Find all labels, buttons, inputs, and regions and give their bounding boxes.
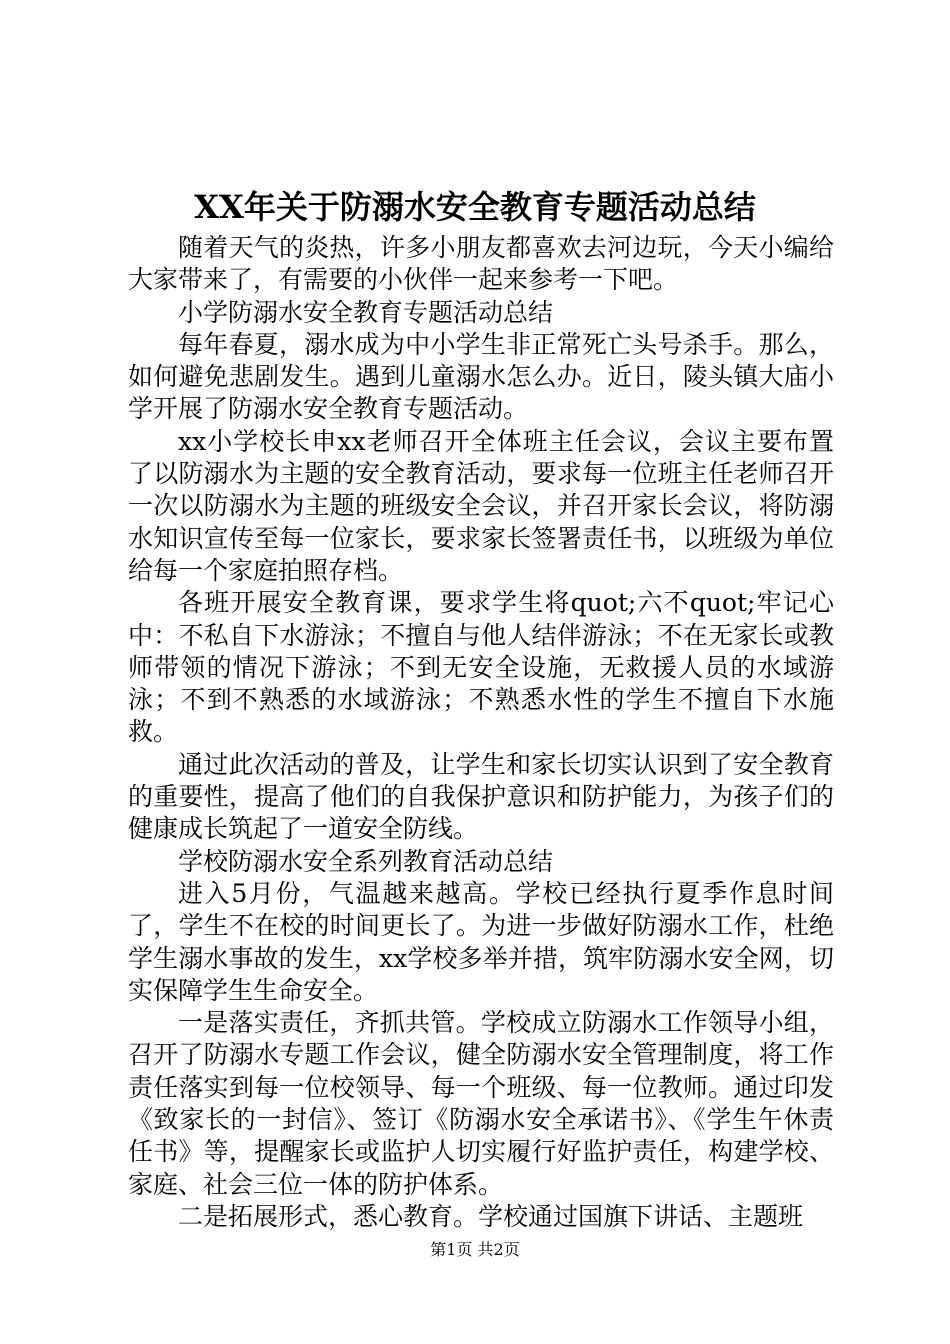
paragraph: xx小学校长申xx老师召开全体班主任会议，会议主要布置了以防溺水为主题的安全教育活动，要求每一位班主任老师召开一次以防溺水为主题的班级安全会议，并召开家长会议，将防溺水知识宣传至每一位家长，要求家长签署责任书，以班级为单位给每一个家庭拍照存档。 <box>128 426 834 585</box>
page-number-footer: 第1页 共2页 <box>430 1240 520 1259</box>
document-body <box>128 232 834 1233</box>
document-title: XX年关于防溺水安全教育专题活动总结 <box>194 188 756 226</box>
section-heading-primary-school: 小学防溺水安全教育专题活动总结 <box>178 297 554 327</box>
paragraph: 二是拓展形式，悉心教育。学校通过国旗下讲话、主题班 <box>178 1201 804 1231</box>
paragraph: 每年春夏，溺水成为中小学生非正常死亡头号杀手。那么，如何避免悲剧发生。遇到儿童溺水怎么办。近日，陵头镇大庙小学开展了防溺水安全教育专题活动。 <box>128 329 834 424</box>
paragraph-intro: 随着天气的炎热，许多小朋友都喜欢去河边玩，今天小编给大家带来了，有需要的小伙伴一起来参考一下吧。 <box>128 233 834 295</box>
paragraph: 各班开展安全教育课，要求学生将quot;六不quot;牢记心中：不私自下水游泳；不擅自与他人结伴游泳；不在无家长或教师带领的情况下游泳；不到无安全设施，无救援人员的水域游泳；不到不熟悉的水域游泳；不熟悉水性的学生不擅自下水施救。 <box>128 588 834 747</box>
section-heading-school-series: 学校防溺水安全系列教育活动总结 <box>178 846 554 876</box>
paragraph: 进入5月份，气温越来越高。学校已经执行夏季作息时间了，学生不在校的时间更长了。为进一步做好防溺水工作，杜绝学生溺水事故的发生，xx学校多举并措，筑牢防溺水安全网，切实保障学生生命安全。 <box>128 878 834 1005</box>
paragraph: 通过此次活动的普及，让学生和家长切实认识到了安全教育的重要性，提高了他们的自我保护意识和防护能力，为孩子们的健康成长筑起了一道安全防线。 <box>128 749 834 844</box>
paragraph: 一是落实责任，齐抓共管。学校成立防溺水工作领导小组，召开了防溺水专题工作会议，健全防溺水安全管理制度，将工作责任落实到每一位校领导、每一个班级、每一位教师。通过印发《致家长的一封信》、签订《防溺水安全承诺书》、《学生午休责任书》等，提醒家长或监护人切实履行好监护责任，构建学校、家庭、社会三位一体的防护体系。 <box>128 1008 834 1199</box>
